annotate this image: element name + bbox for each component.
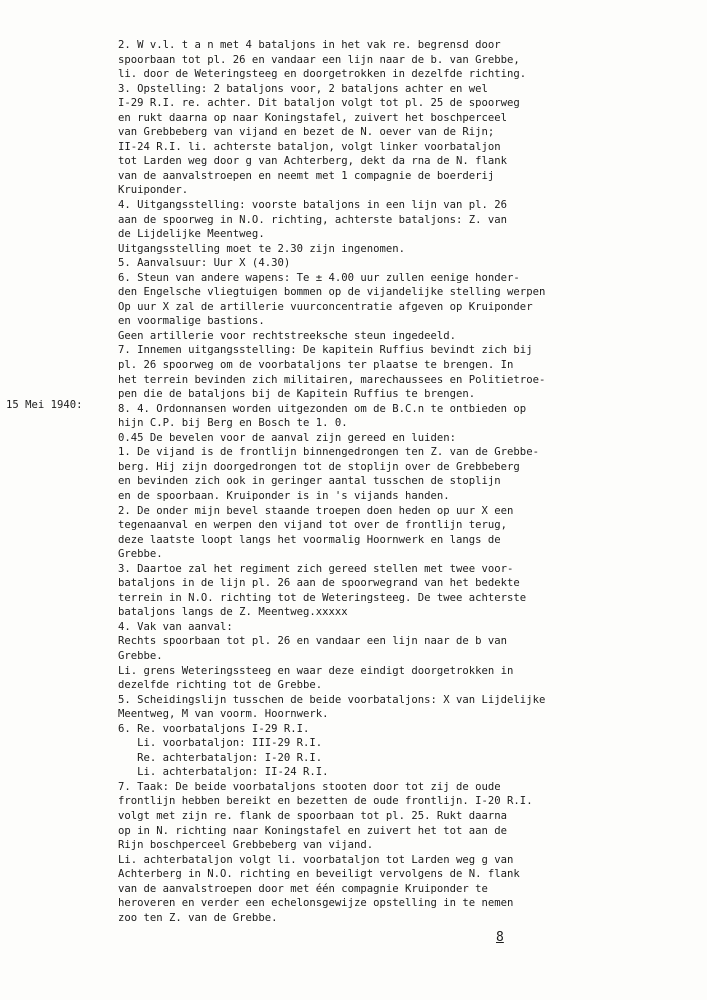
text-line: 4. Uitgangsstelling: voorste bataljons in een lijn van pl. 26: [118, 199, 508, 212]
text-line: het terrein bevinden zich militairen, marechaussees en Politietroe-: [118, 373, 546, 386]
text-line: Uitgangsstelling moet te 2.30 zijn ingenomen.: [118, 242, 406, 255]
text-line: volgt met zijn re. flank de spoorbaan tot pl. 25. Rukt daarna: [118, 809, 508, 822]
text-line: 5. Scheidingslijn tusschen de beide voorbataljons: X van Lijdelijke: [118, 693, 546, 706]
text-line: Li. achterbataljon: II-24 R.I.: [118, 766, 329, 779]
text-line: en bevinden zich ook in geringer aantal tusschen de stoplijn: [118, 475, 501, 488]
text-line: Grebbe.: [118, 649, 163, 662]
page-number: 8: [496, 930, 504, 945]
text-line: en de spoorbaan. Kruiponder is in 's vijands handen.: [118, 489, 450, 502]
text-line: den Engelsche vliegtuigen bommen op de vijandelijke stelling werpen: [118, 286, 546, 299]
text-line: pen die de bataljons bij de Kapitein Ruffius te brengen.: [118, 388, 476, 401]
text-line: 7. Taak: De beide voorbataljons stooten door tot zij de oude: [118, 780, 501, 793]
text-line: pl. 26 spoorweg om de voorbataljons ter plaatse te brengen. In: [118, 359, 514, 372]
text-line: op in N. richting naar Koningstafel en zuivert het tot aan de: [118, 824, 508, 837]
text-line: Li. grens Weteringssteeg en waar deze eindigt doorgetrokken in: [118, 664, 514, 677]
text-line: Li. achterbataljon volgt li. voorbataljon tot Larden weg g van: [118, 853, 514, 866]
text-line: Grebbe.: [118, 548, 163, 561]
text-line: Li. voorbataljon: III-29 R.I.: [118, 737, 323, 750]
text-line: Meentweg, M van voorm. Hoornwerk.: [118, 708, 329, 721]
text-line: Rijn boschperceel Grebbeberg van vijand.: [118, 839, 374, 852]
text-line: van de aanvalstroepen door met één compagnie Kruiponder te: [118, 882, 488, 895]
text-line: spoorbaan tot pl. 26 en vandaar een lijn naar de b. van Grebbe,: [118, 53, 520, 66]
text-line: van Grebbeberg van vijand en bezet de N. oever van de Rijn;: [118, 126, 495, 139]
text-line: de Lijdelijke Meentweg.: [118, 228, 265, 241]
text-line: 3. Opstelling: 2 bataljons voor, 2 bataljons achter en wel: [118, 82, 488, 95]
text-line: Rechts spoorbaan tot pl. 26 en vandaar een lijn naar de b van: [118, 635, 508, 648]
text-line: en rukt daarna op naar Koningstafel, zuivert het boschperceel: [118, 111, 508, 124]
text-line: Achterberg in N.O. richting en beveiligt vervolgens de N. flank: [118, 868, 520, 881]
text-line: zoo ten Z. van de Grebbe.: [118, 911, 278, 924]
text-line: hijn C.P. bij Berg en Bosch te 1. 0.: [118, 417, 348, 430]
text-line: berg. Hij zijn doorgedrongen tot de stoplijn over de Grebbeberg: [118, 460, 520, 473]
text-line: 4. Vak van aanval:: [118, 620, 233, 633]
text-line: terrein in N.O. richting tot de Weteringsteeg. De twee achterste: [118, 591, 527, 604]
text-line: 0.45 De bevelen voor de aanval zijn gereed en luiden:: [118, 431, 457, 444]
text-line: li. door de Weteringsteeg en doorgetrokken in dezelfde richting.: [118, 68, 527, 81]
text-line: Re. achterbataljon: I-20 R.I.: [118, 751, 323, 764]
text-line: 1. De vijand is de frontlijn binnengedrongen ten Z. van de Grebbe-: [118, 446, 539, 459]
text-line: bataljons in de lijn pl. 26 aan de spoorwegrand van het bedekte: [118, 577, 520, 590]
text-line: van de aanvalstroepen en neemt met 1 compagnie de boerderij: [118, 169, 495, 182]
text-line: 8. 4. Ordonnansen worden uitgezonden om de B.C.n te ontbieden op: [118, 402, 527, 415]
text-line: aan de spoorweg in N.O. richting, achterste bataljons: Z. van: [118, 213, 508, 226]
text-line: bataljons langs de Z. Meentweg.xxxxx: [118, 606, 348, 619]
text-line: 2. De onder mijn bevel staande troepen doen heden op uur X een: [118, 504, 514, 517]
text-line: 3. Daartoe zal het regiment zich gereed stellen met twee voor-: [118, 562, 514, 575]
text-line: I-29 R.I. re. achter. Dit bataljon volgt tot pl. 25 de spoorweg: [118, 97, 520, 110]
text-line: Geen artillerie voor rechtstreeksche steun ingedeeld.: [118, 329, 457, 342]
text-line: Kruiponder.: [118, 184, 189, 197]
text-line: 6. Re. voorbataljons I-29 R.I.: [118, 722, 310, 735]
text-line: 2. W v.l. t a n met 4 bataljons in het vak re. begrensd door: [118, 39, 501, 51]
text-line: 5. Aanvalsuur: Uur X (4.30): [118, 257, 291, 270]
typewritten-text-body: [118, 38, 703, 925]
text-line: heroveren en verder een echelonsgewijze opstelling in te nemen: [118, 897, 514, 910]
text-line: Op uur X zal de artillerie vuurconcentratie afgeven op Kruiponder: [118, 300, 533, 313]
text-line: dezelfde richting tot de Grebbe.: [118, 679, 323, 692]
text-line: II-24 R.I. li. achterste bataljon, volgt linker voorbataljon: [118, 140, 501, 153]
text-line: 7. Innemen uitgangsstelling: De kapitein Ruffius bevindt zich bij: [118, 344, 533, 357]
margin-date-note: 15 Mei 1940:: [6, 399, 83, 411]
text-line: en voormalige bastions.: [118, 315, 265, 328]
text-line: 6. Steun van andere wapens: Te ± 4.00 uur zullen eenige honder-: [118, 271, 520, 284]
text-line: deze laatste loopt langs het voormalig Hoornwerk en langs de: [118, 533, 501, 546]
text-line: tegenaanval en werpen den vijand tot over de frontlijn terug,: [118, 519, 508, 532]
text-line: frontlijn hebben bereikt en bezetten de oude frontlijn. I-20 R.I.: [118, 795, 533, 808]
text-line: tot Larden weg door g van Achterberg, dekt da rna de N. flank: [118, 155, 508, 168]
